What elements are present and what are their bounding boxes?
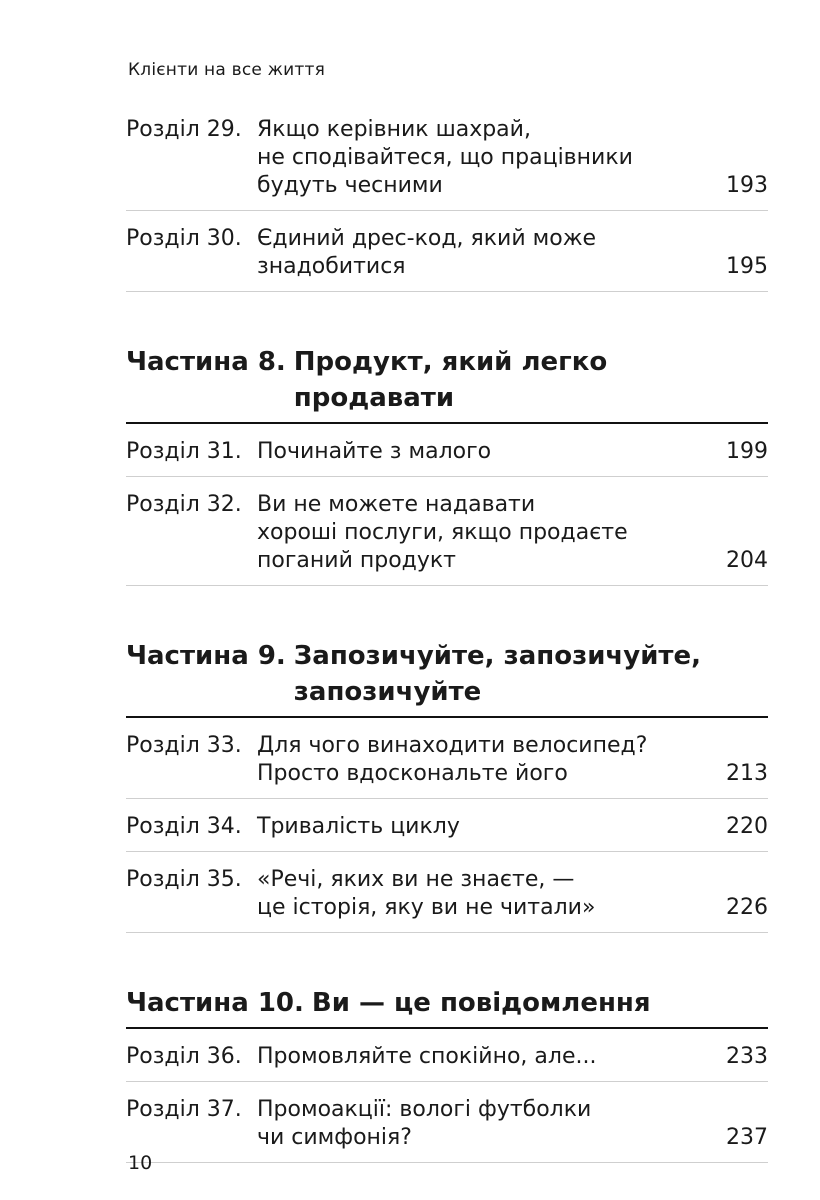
chapter-label: Розділ 32. [126, 492, 242, 517]
chapter-page: 195 [726, 254, 768, 279]
chapter-label: Розділ 33. [126, 733, 242, 758]
part-title: Запозичуйте, запозичуйте, запозичуйте [293, 641, 702, 707]
chapter-page: 204 [726, 548, 768, 573]
chapter-title: Для чого винаходити велосипед? Просто вдоскональте його [257, 733, 648, 786]
part-title: Ви — це повідомлення [311, 988, 651, 1018]
part-heading [126, 985, 768, 1029]
chapter-title: Починайте з малого [257, 439, 492, 464]
part-title: Продукт, який легко продавати [293, 347, 608, 413]
chapter-label: Розділ 36. [126, 1044, 242, 1069]
chapter-label: Розділ 31. [126, 439, 242, 464]
chapter-label: Розділ 34. [126, 814, 242, 839]
chapter-label: Розділ 30. [126, 226, 242, 251]
toc-entry [126, 438, 768, 477]
part-heading [126, 344, 768, 424]
chapter-page: 226 [726, 895, 768, 920]
chapter-page: 199 [726, 439, 768, 464]
toc-entry [126, 1043, 768, 1082]
part-label: Частина 9. [126, 641, 286, 671]
chapter-label: Розділ 29. [126, 117, 242, 142]
chapter-page: 220 [726, 814, 768, 839]
chapter-page: 237 [726, 1125, 768, 1150]
chapter-label: Розділ 35. [126, 867, 242, 892]
part-label: Частина 8. [126, 347, 286, 377]
chapter-title: Якщо керівник шахрай, не сподівайтеся, що працівники будуть чесними [257, 117, 633, 198]
chapter-title: Промоакції: вологі футболки чи симфонія? [257, 1097, 592, 1150]
toc-entry [126, 116, 768, 211]
toc-entry [126, 491, 768, 586]
chapter-title: Тривалість циклу [257, 814, 460, 839]
chapter-title: Єдиний дрес-код, який може знадобитися [257, 226, 597, 279]
part-heading [126, 638, 768, 718]
chapter-page: 213 [726, 761, 768, 786]
toc-entry [126, 1096, 768, 1163]
chapter-page: 233 [726, 1044, 768, 1069]
chapter-title: Ви не можете надавати хороші послуги, якщо продаєте поганий продукт [257, 492, 628, 573]
table-of-contents [126, 116, 768, 1163]
chapter-page: 193 [726, 173, 768, 198]
chapter-title: «Речі, яких ви не знаєте, — це історія, яку ви не читали» [257, 867, 596, 920]
running-head: Клієнти на все життя [128, 60, 326, 80]
toc-entry [126, 866, 768, 933]
part-label: Частина 10. [126, 988, 304, 1018]
chapter-title: Промовляйте спокійно, але... [257, 1044, 597, 1069]
toc-entry [126, 732, 768, 799]
chapter-label: Розділ 37. [126, 1097, 242, 1122]
page-number: 10 [128, 1152, 153, 1174]
toc-entry [126, 225, 768, 292]
toc-entry [126, 813, 768, 852]
